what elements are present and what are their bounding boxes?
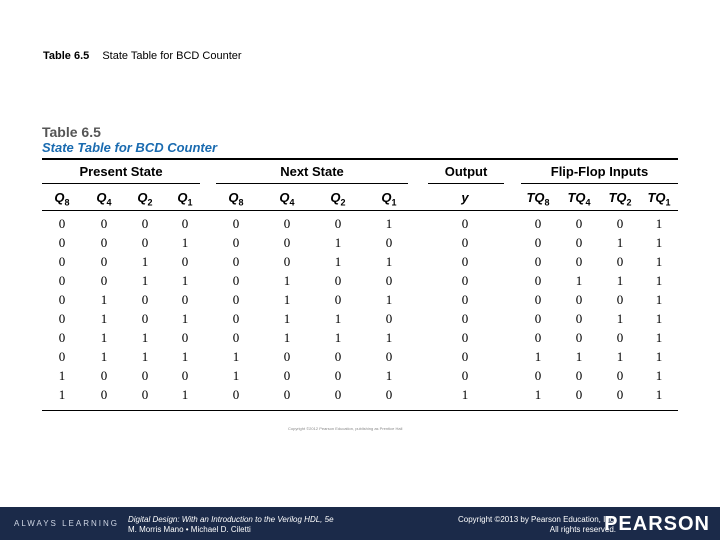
header-bottom-rule: [42, 210, 678, 211]
table-cell: 0: [100, 235, 108, 250]
column-header: [600, 190, 640, 208]
table-cell: 0: [58, 311, 66, 326]
column-header-base: Q: [330, 190, 341, 205]
table-cell: 0: [461, 330, 469, 345]
table-cell: 1: [141, 254, 149, 269]
column-header-base: Q: [54, 190, 65, 205]
pearson-logo: PEARSON: [604, 513, 710, 535]
table-cell: 1: [616, 349, 624, 364]
image-copyright: Copyright ©2012 Pearson Education, publishing as Prentice Hall: [288, 426, 403, 431]
table-cell: 0: [461, 311, 469, 326]
table-cell: 0: [575, 330, 583, 345]
table-cell: 0: [461, 349, 469, 364]
table-cell: 1: [181, 311, 189, 326]
table-bottom-rule: [42, 410, 678, 411]
column-header: [559, 190, 599, 208]
column-header-subscript: 4: [585, 197, 591, 208]
table-cell: 1: [655, 387, 663, 402]
column-header-base: TQ: [608, 190, 627, 205]
table-cell: 0: [461, 235, 469, 250]
table-cell: 0: [232, 311, 240, 326]
table-cell: 1: [385, 292, 393, 307]
table-cell: 1: [141, 349, 149, 364]
table-cell: 0: [58, 349, 66, 364]
table-cell: 1: [283, 311, 291, 326]
table-cell: 1: [283, 273, 291, 288]
table-cell: 0: [100, 387, 108, 402]
table-cell: 1: [181, 235, 189, 250]
table-cell: 1: [334, 311, 342, 326]
group-header-flip-flop-inputs: Flip-Flop Inputs: [550, 164, 649, 179]
table-cell: 0: [334, 216, 342, 231]
table-number: Table 6.5: [43, 50, 90, 62]
table-cell: 0: [141, 311, 149, 326]
table-cell: 0: [141, 292, 149, 307]
column-header: [369, 190, 409, 208]
table-cell: 1: [100, 292, 108, 307]
copyright-line-2: All rights reserved.: [549, 525, 616, 534]
column-header: [84, 190, 124, 208]
column-header-base: Q: [177, 190, 188, 205]
book-info: [128, 515, 334, 535]
table-cell: 0: [616, 216, 624, 231]
table-cell: 1: [655, 311, 663, 326]
table-cell: 1: [283, 330, 291, 345]
group-header-present-state: Present State: [79, 164, 163, 179]
table-cell: 0: [616, 368, 624, 383]
table-cell: 0: [283, 235, 291, 250]
table-cell: 0: [283, 254, 291, 269]
table-cell: 1: [100, 330, 108, 345]
column-header-base: Q: [279, 190, 290, 205]
table-cell: 1: [655, 235, 663, 250]
table-cell: 0: [58, 292, 66, 307]
table-cell: 1: [181, 387, 189, 402]
column-header-base: Q: [381, 190, 392, 205]
table-cell: 0: [616, 254, 624, 269]
table-cell: 1: [232, 349, 240, 364]
column-header-subscript: 1: [187, 197, 193, 208]
table-cell: 0: [461, 273, 469, 288]
column-header-subscript: 2: [340, 197, 346, 208]
table-cell: 0: [575, 368, 583, 383]
table-cell: 1: [232, 368, 240, 383]
table-cell: 0: [181, 330, 189, 345]
table-cell: 1: [616, 311, 624, 326]
table-cell: 1: [100, 349, 108, 364]
table-cell: 1: [534, 387, 542, 402]
table-cell: 0: [181, 216, 189, 231]
table-cell: 0: [461, 216, 469, 231]
table-cell: 0: [385, 273, 393, 288]
table-cell: 0: [232, 292, 240, 307]
column-header-base: TQ: [567, 190, 586, 205]
table-cell: 0: [141, 216, 149, 231]
table-cell: 1: [385, 368, 393, 383]
column-header-base: y: [461, 190, 469, 205]
table-cell: 0: [141, 368, 149, 383]
table-cell: 0: [385, 311, 393, 326]
column-header-base: Q: [228, 190, 239, 205]
table-cell: 0: [461, 254, 469, 269]
table-cell: 0: [232, 216, 240, 231]
table-cell: 0: [100, 273, 108, 288]
group-rule-next: [216, 183, 408, 184]
column-header: [318, 190, 358, 208]
column-header: [165, 190, 205, 208]
table-cell: 0: [334, 387, 342, 402]
column-header-subscript: 1: [391, 197, 397, 208]
table-cell: 1: [575, 349, 583, 364]
table-cell: 1: [100, 311, 108, 326]
table-cell: 0: [534, 368, 542, 383]
table-cell: 1: [334, 235, 342, 250]
column-header-subscript: 2: [626, 197, 632, 208]
table-cell: 0: [283, 368, 291, 383]
table-cell: 1: [655, 292, 663, 307]
table-cell: 1: [385, 330, 393, 345]
table-cell: 0: [283, 349, 291, 364]
table-cell: 0: [232, 273, 240, 288]
column-header-subscript: 4: [289, 197, 295, 208]
column-header: [518, 190, 558, 208]
table-title: State Table for BCD Counter: [102, 50, 242, 62]
table-cell: 0: [58, 273, 66, 288]
column-header-base: Q: [96, 190, 107, 205]
table-cell: 0: [461, 292, 469, 307]
table-cell: 0: [283, 216, 291, 231]
copyright-line-1: Copyright ©2013 by Pearson Education, Inc.: [458, 515, 616, 524]
column-header-subscript: 8: [238, 197, 244, 208]
table-cell: 1: [141, 330, 149, 345]
column-header-subscript: 2: [147, 197, 153, 208]
table-cell: 1: [58, 387, 66, 402]
group-rule-present: [42, 183, 200, 184]
table-cell: 0: [334, 349, 342, 364]
table-cell: 1: [655, 349, 663, 364]
column-header: [125, 190, 165, 208]
table-cell: 1: [385, 254, 393, 269]
table-cell: 1: [534, 349, 542, 364]
table-cell: 0: [334, 273, 342, 288]
column-header-base: TQ: [647, 190, 666, 205]
column-header: [216, 190, 256, 208]
table-cell: 0: [575, 235, 583, 250]
table-cell: 0: [58, 330, 66, 345]
table-cell: 1: [141, 273, 149, 288]
table-caption-title: State Table for BCD Counter: [42, 140, 218, 155]
table-cell: 1: [385, 216, 393, 231]
column-header: [42, 190, 82, 208]
table-cell: 0: [232, 254, 240, 269]
table-cell: 0: [616, 330, 624, 345]
table-cell: 0: [616, 292, 624, 307]
table-cell: 0: [232, 330, 240, 345]
table-cell: 0: [385, 387, 393, 402]
table-cell: 0: [534, 292, 542, 307]
table-cell: 0: [283, 387, 291, 402]
table-cell: 1: [461, 387, 469, 402]
table-cell: 0: [534, 273, 542, 288]
table-cell: 0: [575, 387, 583, 402]
table-cell: 0: [334, 292, 342, 307]
table-cell: 1: [616, 273, 624, 288]
table-cell: 1: [58, 368, 66, 383]
table-cell: 0: [334, 368, 342, 383]
table-cell: 0: [58, 216, 66, 231]
table-cell: 0: [232, 387, 240, 402]
column-header-subscript: 8: [64, 197, 70, 208]
table-cell: 0: [461, 368, 469, 383]
table-cell: 1: [655, 273, 663, 288]
table-cell: 0: [141, 235, 149, 250]
book-title: Digital Design: With an Introduction to the Verilog HDL, 5e: [128, 515, 334, 524]
table-top-rule: [42, 158, 678, 160]
table-cell: 0: [534, 235, 542, 250]
footer-bar: [0, 507, 720, 540]
table-cell: 0: [58, 235, 66, 250]
column-header-subscript: 1: [665, 197, 671, 208]
table-cell: 1: [655, 254, 663, 269]
book-authors: M. Morris Mano • Michael D. Ciletti: [128, 525, 251, 534]
group-header-next-state: Next State: [280, 164, 344, 179]
table-cell: 0: [575, 311, 583, 326]
footer-copyright: [458, 515, 616, 535]
group-header-output: Output: [444, 164, 488, 179]
table-cell: 0: [58, 254, 66, 269]
table-cell: 1: [283, 292, 291, 307]
table-cell: 1: [655, 216, 663, 231]
table-cell: 0: [534, 330, 542, 345]
column-header-base: Q: [137, 190, 148, 205]
table-cell: 1: [334, 330, 342, 345]
column-header: [639, 190, 679, 208]
group-rule-output: [428, 183, 504, 184]
table-cell: 1: [655, 368, 663, 383]
table-cell: 1: [616, 235, 624, 250]
table-cell: 1: [655, 330, 663, 345]
table-cell: 0: [232, 235, 240, 250]
table-cell: 0: [141, 387, 149, 402]
column-header-base: TQ: [526, 190, 545, 205]
table-cell: 1: [334, 254, 342, 269]
table-cell: 0: [575, 254, 583, 269]
table-cell: 0: [100, 254, 108, 269]
group-rule-flipflop: [521, 183, 678, 184]
table-cell: 0: [385, 235, 393, 250]
table-cell: 0: [534, 311, 542, 326]
slide-heading: [43, 50, 242, 62]
column-header-subscript: 4: [106, 197, 112, 208]
table-cell: 0: [575, 292, 583, 307]
column-header-subscript: 8: [544, 197, 550, 208]
table-cell: 0: [616, 387, 624, 402]
table-cell: 0: [181, 254, 189, 269]
table-cell: 0: [385, 349, 393, 364]
table-cell: 0: [534, 254, 542, 269]
column-header: [445, 190, 485, 205]
table-cell: 0: [100, 368, 108, 383]
table-cell: 0: [100, 216, 108, 231]
table-cell: 0: [181, 292, 189, 307]
table-cell: 0: [575, 216, 583, 231]
table-caption-number: Table 6.5: [42, 124, 101, 140]
table-cell: 1: [181, 349, 189, 364]
table-cell: 1: [575, 273, 583, 288]
table-cell: 0: [534, 216, 542, 231]
column-header: [267, 190, 307, 208]
always-learning-label: ALWAYS LEARNING: [14, 519, 119, 528]
table-cell: 1: [181, 273, 189, 288]
table-cell: 0: [181, 368, 189, 383]
